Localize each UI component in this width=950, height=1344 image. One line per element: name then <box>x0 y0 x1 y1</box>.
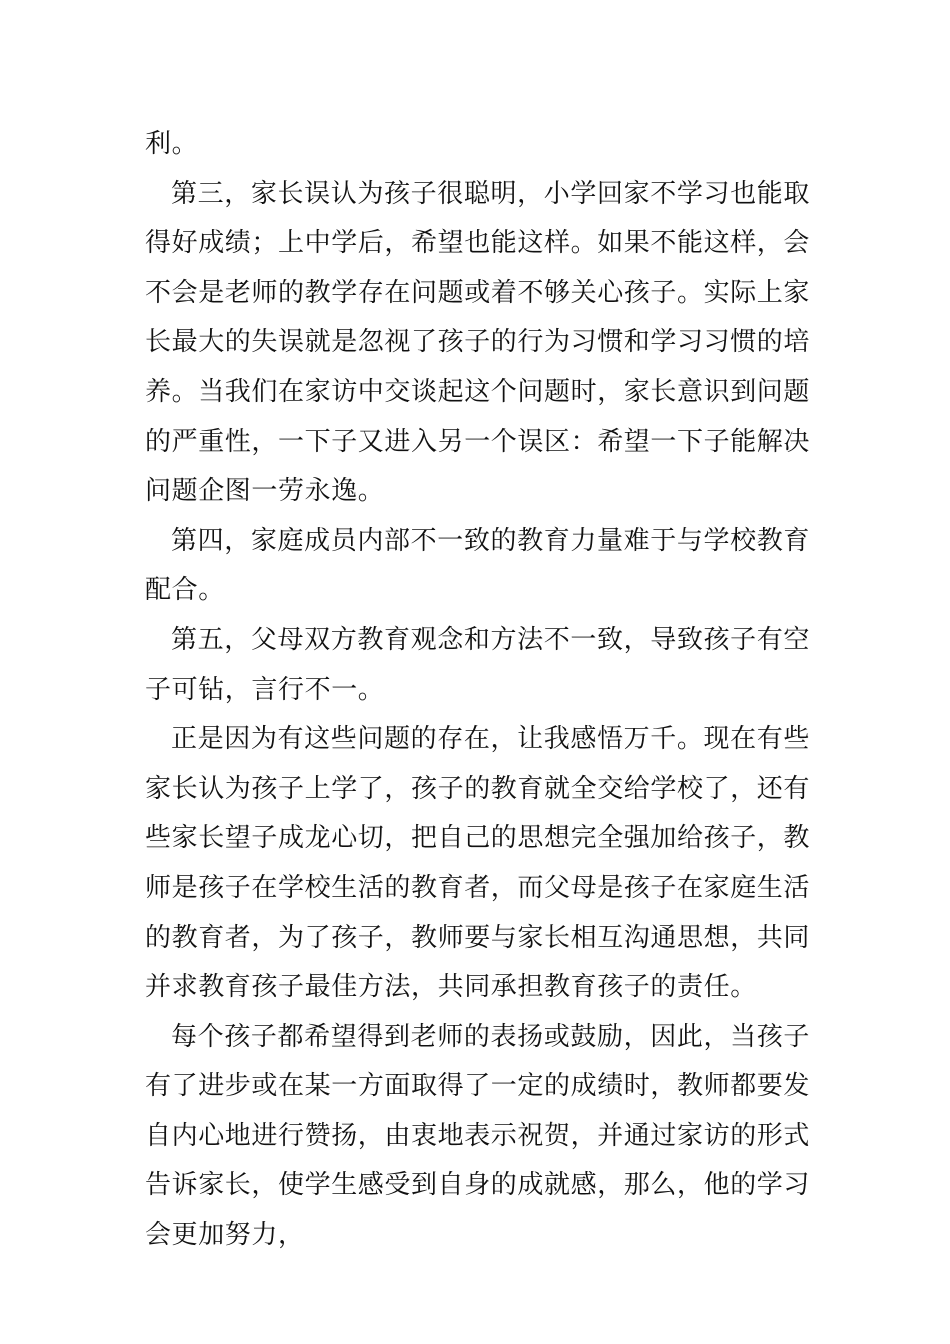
document-body <box>145 120 810 1261</box>
paragraph-point-three: 第三，家长误认为孩子很聪明，小学回家不学习也能取得好成绩；上中学后，希望也能这样。如果不能这样，会不会是老师的教学存在问题或着不够关心孩子。实际上家长最大的失误就是忽视了孩子的行为习惯和学习习惯的培养。当我们在家访中交谈起这个问题时，家长意识到问题的严重性，一下子又进入另一个误区：希望一下子能解决问题企图一劳永逸。 <box>145 178 811 507</box>
paragraph-praise: 每个孩子都希望得到老师的表扬或鼓励，因此，当孩子有了进步或在某一方面取得了一定的成绩时，教师都要发自内心地进行赞扬，由衷地表示祝贺，并通过家访的形式告诉家长，使学生感受到自身的成就感，那么，他的学习会更加努力， <box>145 1021 811 1251</box>
paragraph-point-four: 第四，家庭成员内部不一致的教育力量难于与学校教育配合。 <box>145 525 810 606</box>
paragraph-continuation: 利。 <box>145 129 199 159</box>
paragraph-reflection: 正是因为有这些问题的存在，让我感悟万千。现在有些家长认为孩子上学了，孩子的教育就全交给学校了，还有些家长望子成龙心切，把自己的思想完全强加给孩子，教师是孩子在学校生活的教育者，而父母是孩子在家庭生活的教育者，为了孩子，教师要与家长相互沟通思想，共同并求教育孩子最佳方法，共同承担教育孩子的责任。 <box>145 724 811 1003</box>
paragraph-point-five: 第五，父母双方教育观念和方法不一致，导致孩子有空子可钻，言行不一。 <box>145 624 810 705</box>
